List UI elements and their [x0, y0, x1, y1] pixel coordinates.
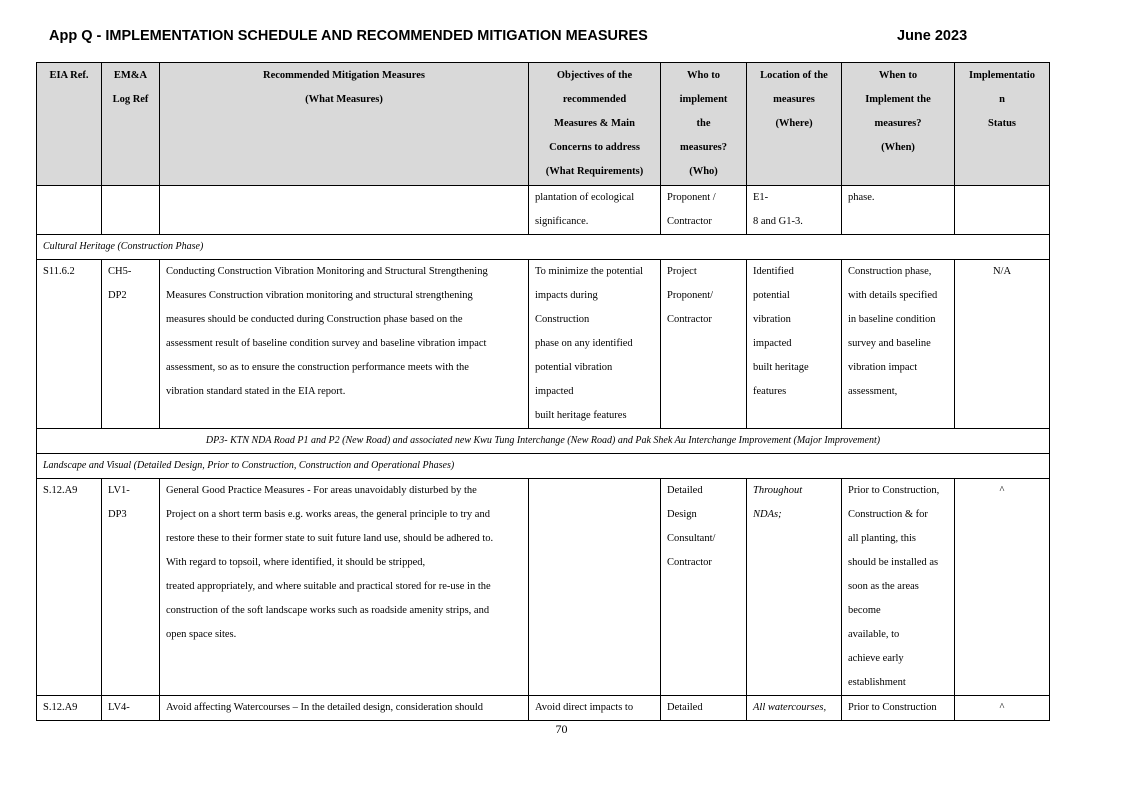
cell-eia-ref	[37, 186, 102, 235]
cell-when: Prior to Construction	[842, 696, 955, 721]
cell-who: Project Proponent/ Contractor	[661, 260, 747, 429]
cell-who: Detailed Design Consultant/ Contractor	[661, 479, 747, 696]
cell-objectives: To minimize the potential impacts during Construction phase on any identified potential vibration impacted built heritage features	[529, 260, 661, 429]
cell-objectives: plantation of ecological significance.	[529, 186, 661, 235]
cell-measures	[160, 186, 529, 235]
cell-objectives	[529, 479, 661, 696]
col-header-measures: Recommended Mitigation Measures (What Measures)	[160, 63, 529, 186]
cell-status: N/A	[955, 260, 1050, 429]
cell-status: ^	[955, 479, 1050, 696]
col-header-who: Who to implement the measures? (Who)	[661, 63, 747, 186]
section-row	[37, 454, 1050, 479]
section-row	[37, 429, 1050, 454]
table-header-row	[37, 63, 1050, 186]
table-row	[37, 260, 1050, 429]
cell-who: Proponent / Contractor	[661, 186, 747, 235]
cell-who: Detailed	[661, 696, 747, 721]
mitigation-schedule-table	[36, 62, 1050, 721]
section-row	[37, 235, 1050, 260]
col-header-location: Location of the measures (Where)	[747, 63, 842, 186]
cell-log-ref: LV4-	[102, 696, 160, 721]
cell-measures: Conducting Construction Vibration Monitoring and Structural Strengthening Measures Construction vibration monitoring and structural strengthening measures should be conducted during Construction phase based on the assessment result of baseline condition survey and baseline vibration impact assessment, so as to ensure the construction performance meets with the vibration standard stated in the EIA report.	[160, 260, 529, 429]
cell-measures: General Good Practice Measures - For areas unavoidably disturbed by the Project on a short term basis e.g. works areas, the general principle to try and restore these to their former state to suit future land use, should be adhered to. With regard to topsoil, where identified, it should be stripped, treated appropriately, and where suitable and practical stored for re-use in the construction of the soft landscape works such as roadside amenity strips, and open space sites.	[160, 479, 529, 696]
cell-status	[955, 186, 1050, 235]
cell-location: Identified potential vibration impacted built heritage features	[747, 260, 842, 429]
document-date: June 2023	[897, 28, 968, 44]
cell-when: Prior to Construction, Construction & for all planting, this should be installed as soon as the areas become available, to achieve early establishment	[842, 479, 955, 696]
section-cultural-heritage: Cultural Heritage (Construction Phase)	[37, 235, 1050, 260]
cell-log-ref	[102, 186, 160, 235]
cell-log-ref: CH5- DP2	[102, 260, 160, 429]
cell-eia-ref: S.12.A9	[37, 479, 102, 696]
col-header-log-ref: EM&A Log Ref	[102, 63, 160, 186]
col-header-when: When to Implement the measures? (When)	[842, 63, 955, 186]
cell-eia-ref: S11.6.2	[37, 260, 102, 429]
cell-location: Throughout NDAs;	[747, 479, 842, 696]
page-number: 70	[555, 722, 568, 736]
cell-measures: Avoid affecting Watercourses – In the detailed design, consideration should	[160, 696, 529, 721]
cell-location: All watercourses,	[747, 696, 842, 721]
section-dp3: DP3- KTN NDA Road P1 and P2 (New Road) and associated new Kwu Tung Interchange (New Road) and Pak Shek Au Interchange Improvement (Major Improvement)	[37, 429, 1050, 454]
document-title: App Q - IMPLEMENTATION SCHEDULE AND RECOMMENDED MITIGATION MEASURES	[49, 28, 648, 44]
cell-when: Construction phase, with details specified in baseline condition survey and baseline vibration impact assessment,	[842, 260, 955, 429]
cell-log-ref: LV1- DP3	[102, 479, 160, 696]
cell-when: phase.	[842, 186, 955, 235]
table-row	[37, 696, 1050, 721]
section-landscape-visual: Landscape and Visual (Detailed Design, Prior to Construction, Construction and Operational Phases)	[37, 454, 1050, 479]
col-header-objectives: Objectives of the recommended Measures & Main Concerns to address (What Requirements)	[529, 63, 661, 186]
col-header-status: Implementatio n Status	[955, 63, 1050, 186]
cell-objectives: Avoid direct impacts to	[529, 696, 661, 721]
cell-status: ^	[955, 696, 1050, 721]
col-header-eia-ref: EIA Ref.	[37, 63, 102, 186]
cell-eia-ref: S.12.A9	[37, 696, 102, 721]
cell-location: E1- 8 and G1-3.	[747, 186, 842, 235]
table-row	[37, 186, 1050, 235]
table-row	[37, 479, 1050, 696]
